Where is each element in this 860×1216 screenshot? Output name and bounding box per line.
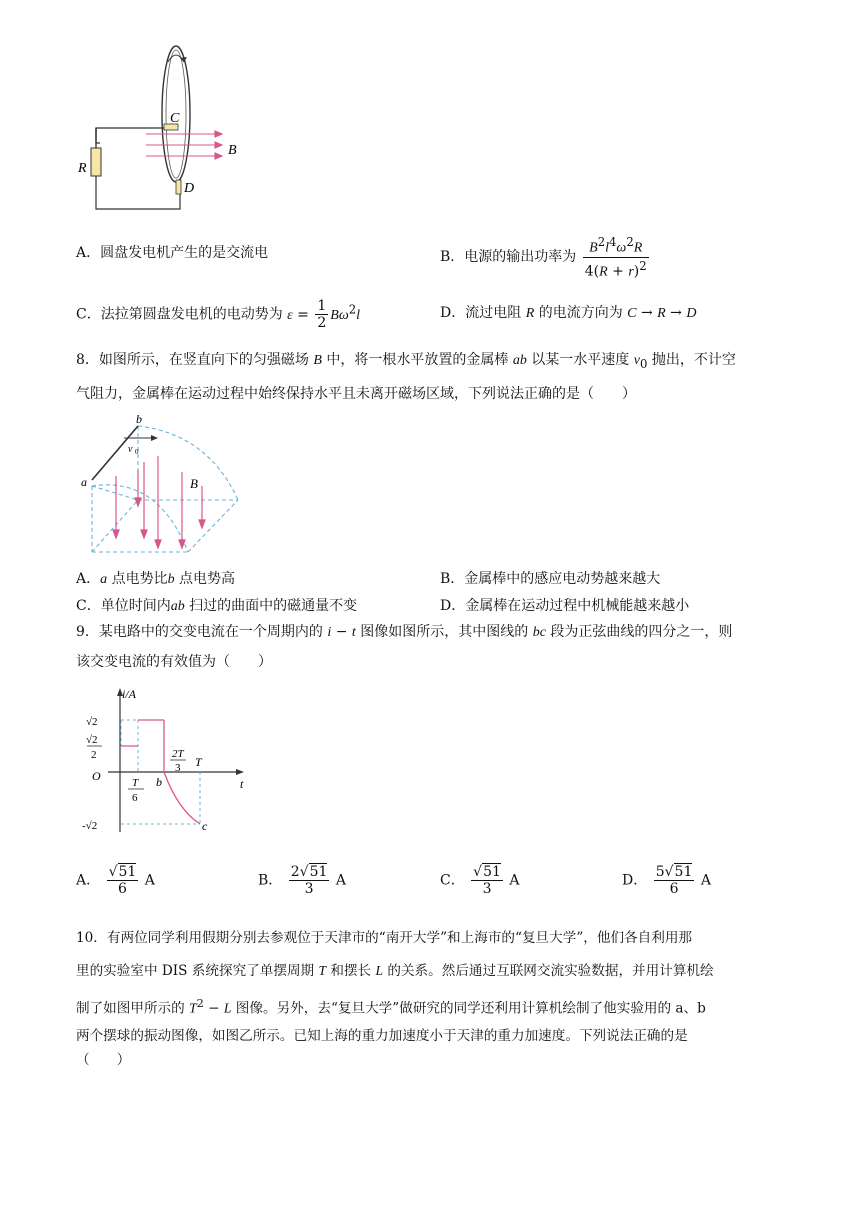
q7-option-c[interactable]	[76, 298, 360, 331]
q7-option-a-text: A．圆盘发电机产生的是交流电	[76, 245, 269, 261]
q8-option-d[interactable]: D．金属棒在运动过程中机械能越来越小	[440, 598, 690, 614]
q10-stem-line3: 制了如图甲所示的 $T^2 - L$ 图像。另外，去“复旦大学”做研究的同学还利用计算机绘制了他实验用的 a、b	[76, 996, 706, 1017]
q7-option-b-text: B．电源的输出功率为	[440, 249, 577, 266]
q7-label-D: D	[184, 181, 195, 196]
q9-label-b: b	[156, 775, 162, 789]
q9-label-c: c	[202, 819, 208, 833]
q8-option-c[interactable]: C．单位时间内ab 扫过的曲面中的磁通量不变	[76, 598, 358, 614]
q9-tick-half-den: 2	[91, 749, 97, 761]
q8-label-a: a	[81, 475, 87, 489]
q8-stem-line1: 8．如图所示，在竖直向下的匀强磁场 B 中，将一根水平放置的金属棒 ab 以某一水平速度 $v_0$ 抛出，不计空	[76, 352, 736, 371]
q9-current-time-graph	[78, 684, 258, 840]
q7-option-c-text: C．法拉第圆盘发电机的电动势为	[76, 306, 283, 323]
q7-label-B: B	[228, 143, 237, 158]
q10-stem-line4: 两个摆球的振动图像，如图乙所示。已知上海的重力加速度小于天津的重力加速度。下列说法正确的是	[76, 1028, 688, 1044]
q9-tick-neg-sqrt2: -√2	[82, 820, 98, 832]
q7-option-d[interactable]	[440, 303, 696, 324]
q7-option-d-var-r: R	[525, 306, 535, 321]
q7-option-b-formula: $\frac{B^2l^4\omega^2R}{4(R + r)^2}$	[584, 235, 647, 280]
q10-stem-line5: （ ）	[76, 1052, 131, 1068]
q8-rod-in-field-figure	[78, 414, 258, 560]
q8-label-B: B	[190, 476, 198, 491]
q9-stem-line2: 该交变电流的有效值为（ ）	[76, 654, 272, 670]
q7-label-C: C	[170, 111, 180, 126]
q7-option-d-mid: 的电流方向为	[538, 305, 623, 321]
q8-label-v0-sub: 0	[135, 448, 139, 456]
q9-option-d[interactable]: D． $\frac{5√51}{6}$ A	[622, 864, 711, 897]
q10-stem-line1: 10．有两位同学利用假期分别去参观位于天津市的“南开大学”和上海市的“复旦大学”，他们各自利用那	[76, 930, 693, 946]
q9-tick-sqrt2: √2	[86, 716, 98, 728]
q8-option-a[interactable]: A．a 点电势比b 点电势高	[76, 571, 236, 587]
q9-tick-T6-num: T	[132, 777, 139, 789]
q7-option-c-formula: ε = $\frac{1}{2}$ $B\omega^2l$	[287, 298, 361, 331]
q7-disc-generator-figure	[76, 44, 256, 216]
q9-ylabel: i/A	[122, 687, 136, 701]
q7-option-d-formula: C → R → D	[627, 305, 697, 321]
q7-option-d-text: D．流过电阻	[440, 305, 522, 321]
q8-option-b[interactable]: B．金属棒中的感应电动势越来越大	[440, 571, 661, 587]
q7-option-a[interactable]	[76, 243, 268, 263]
q8-stem-line2: 气阻力，金属棒在运动过程中始终保持水平且未离开磁场区域，下列说法正确的是（ ）	[76, 386, 636, 402]
q8-label-b: b	[136, 414, 142, 426]
q9-tick-T: T	[195, 755, 202, 769]
q9-stem-line1: 9．某电路中的交变电流在一个周期内的 i − t 图像如图所示，其中图线的 bc 段为正弦曲线的四分之一，则	[76, 624, 733, 640]
q7-label-R: R	[78, 161, 87, 176]
q9-xlabel: t	[240, 777, 244, 791]
q9-origin: O	[92, 769, 101, 783]
q8-label-v0: v	[128, 444, 133, 455]
q9-tick-half-num: √2	[86, 734, 98, 746]
q9-option-c[interactable]: C． $\frac{√51}{3}$ A	[440, 864, 520, 897]
q7-option-b[interactable]	[440, 234, 651, 280]
q9-option-b[interactable]: B． $\frac{2√51}{3}$ A	[258, 864, 346, 897]
q9-option-a[interactable]: A． $\frac{√51}{6}$ A	[76, 864, 155, 897]
q10-stem-line2: 里的实验室中 DIS 系统探究了单摆周期 T 和摆长 L 的关系。然后通过互联网交流实验数据，并用计算机绘	[76, 963, 714, 979]
q9-tick-2T3-den: 3	[175, 762, 181, 774]
q9-tick-2T3-num: 2T	[172, 748, 184, 760]
q9-tick-T6-den: 6	[132, 792, 138, 804]
